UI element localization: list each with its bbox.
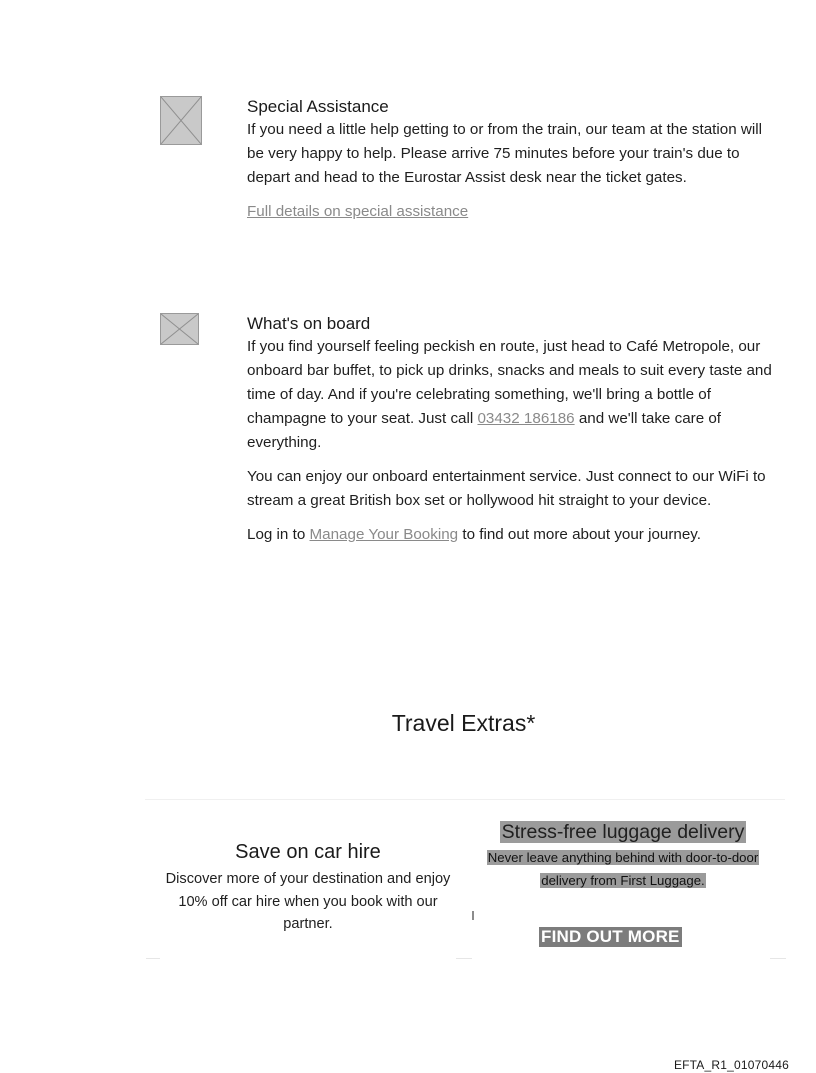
on-board-paragraph-entertainment: You can enjoy our onboard entertainment service. Just connect to our WiFi to stream a great British box set or hollywood hit straight to your device. [247,468,766,509]
on-board-paragraph-cafe-end: and we'll take care of everything. [247,410,722,451]
on-board-paragraph-login-start: Log in to [247,526,310,543]
phone-number-link[interactable]: 03432 186186 [477,410,575,427]
on-board-paragraph-cafe [247,335,777,455]
special-assistance-block [247,96,777,224]
travel-extras-title: Travel Extras* [391,710,536,736]
broken-image-icon [161,314,198,344]
find-out-more-button[interactable]: FIND OUT MORE [541,927,680,946]
promo-bottom-rule-middle [456,958,472,959]
luggage-title: Stress-free luggage delivery [501,821,745,843]
luggage-text-wrap [468,846,778,892]
on-board-heading: What's on board [247,314,371,333]
luggage-promo [468,820,778,892]
on-board-paragraph-cafe-start: If you find yourself feeling peckish en route, just head to Café Metropole, our onboard bar buffet, to pick up drinks, snacks and meals to suit every taste and time of day. And if you're celebrating something, we'll bring a bottle of champagne to your seat. Just call [247,338,772,427]
special-assistance-image-placeholder-icon [160,96,202,145]
promo-bottom-rule-right [770,958,786,959]
on-board-paragraph-login-end: to find out more about your journey. [458,526,701,543]
on-board-block [247,313,777,547]
special-assistance-heading: Special Assistance [247,97,389,116]
on-board-image-placeholder-icon [160,313,199,345]
on-board-paragraph-login [247,523,777,547]
special-assistance-details-link[interactable]: Full details on special assistance [247,203,469,220]
car-hire-promo [160,840,456,936]
column-separator-mark [472,911,474,920]
manage-booking-link[interactable]: Manage Your Booking [309,526,459,543]
broken-image-icon [161,97,201,144]
car-hire-text: Discover more of your destination and enjoy 10% off car hire when you book with our partner. [165,871,451,932]
promo-bottom-rule-left [146,958,160,959]
document-id: EFTA_R1_01070446 [673,1058,789,1072]
extras-divider [145,799,785,800]
car-hire-title: Save on car hire [235,841,381,863]
luggage-text: Never leave anything behind with door-to-door delivery from First Luggage. [487,850,759,888]
special-assistance-body: If you need a little help getting to or from the train, our team at the station will be very happy to help. Please arrive 75 minutes before your train's due to depart and head to the Eurostar Assist desk near the ticket gates. [247,121,762,186]
